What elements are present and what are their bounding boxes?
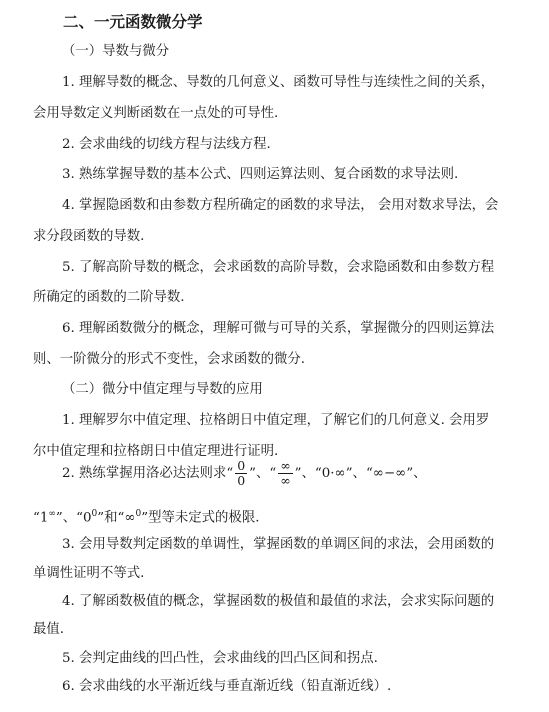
- paragraph-5-line-2: 所确定的函数的二阶导数.: [33, 290, 185, 305]
- paragraph-6-line-2: 则、一阶微分的形式不变性，会求函数的微分.: [33, 352, 306, 367]
- paragraph-7-line-1: 1. 理解罗尔中值定理、拉格朗日中值定理，了解它们的几何意义. 会用罗: [62, 413, 490, 428]
- paragraph-9-line-1: 3. 会用导数判定函数的单调性，掌握函数的单调区间的求法，会用函数的: [62, 537, 495, 552]
- lhospital-suffix: 型等未定式的极限.: [148, 510, 260, 526]
- paragraph-3: 3. 熟练掌握导数的基本公式、四则运算法则、复合函数的求导法则.: [62, 167, 459, 182]
- paragraph-12: 6. 会求曲线的水平渐近线与垂直渐近线（铅直渐近线）.: [62, 679, 392, 694]
- paragraph-2: 2. 会求曲线的切线方程与法线方程.: [62, 137, 271, 152]
- form-inf-base: ∞: [124, 510, 136, 526]
- paragraph-8-line-2: “1∞”、“$0^0$”和“∞$^0$”型等未定式的极限.: [33, 509, 260, 526]
- fraction-zero-over-zero: [235, 459, 247, 488]
- fraction-inf-over-inf: [278, 459, 292, 488]
- paragraph-11: 5. 会判定曲线的凹凸性，会求曲线的凹凸区间和拐点.: [62, 651, 378, 666]
- paragraph-9-line-2: 单调性证明不等式.: [33, 566, 145, 581]
- fraction-numerator: ∞: [280, 458, 291, 473]
- paragraph-6-line-1: 6. 理解函数微分的概念，理解可微与可导的关系，掌握微分的四则运算法: [62, 321, 495, 336]
- form-zero-base: 0: [82, 510, 92, 526]
- form-zero-times-inf: 0·∞: [321, 466, 346, 481]
- chapter-heading: 二、一元函数微分学: [63, 13, 203, 31]
- form-zero-exponent: 0: [91, 509, 98, 519]
- section-title-derivatives: （一）导数与微分: [62, 44, 170, 59]
- fraction-denominator: 0: [237, 473, 246, 488]
- paragraph-1-line-1: 1. 理解导数的概念、导数的几何意义、函数可导性与连续性之间的关系，: [62, 75, 495, 90]
- paragraph-8-line-1: 2. 熟练掌握用洛必达法则求“ $\frac{0}{0}$ ”、“ $\frac{\infty}{\infty}$ ”、“0·∞”、“∞−∞”、: [62, 458, 427, 488]
- paragraph-7-line-2: 尔中值定理和拉格朗日中值定理进行证明.: [33, 444, 279, 459]
- fraction-numerator: 0: [237, 458, 246, 473]
- form-one-base: 1: [39, 510, 49, 526]
- paragraph-4-line-2: 求分段函数的导数.: [33, 229, 145, 244]
- paragraph-5-line-1: 5. 了解高阶导数的概念，会求函数的高阶导数，会求隐函数和由参数方程: [62, 260, 495, 275]
- lhospital-prefix: 2. 熟练掌握用洛必达法则求: [62, 466, 227, 481]
- section-title-mean-value: （二）微分中值定理与导数的应用: [62, 382, 263, 397]
- paragraph-4-line-1: 4. 掌握隐函数和由参数方程所确定的函数的求导法， 会用对数求导法，会: [62, 198, 499, 213]
- paragraph-10-line-1: 4. 了解函数极值的概念，掌握函数的极值和最值的求法，会求实际问题的: [62, 594, 495, 609]
- fraction-denominator: ∞: [280, 473, 291, 488]
- paragraph-1-line-2: 会用导数定义判断函数在一点处的可导性.: [33, 106, 279, 121]
- form-one-exponent: ∞: [48, 509, 56, 519]
- form-inf-exponent: 0: [135, 509, 142, 519]
- paragraph-10-line-2: 最值.: [33, 622, 65, 637]
- form-inf-minus-inf: ∞−∞: [372, 466, 407, 481]
